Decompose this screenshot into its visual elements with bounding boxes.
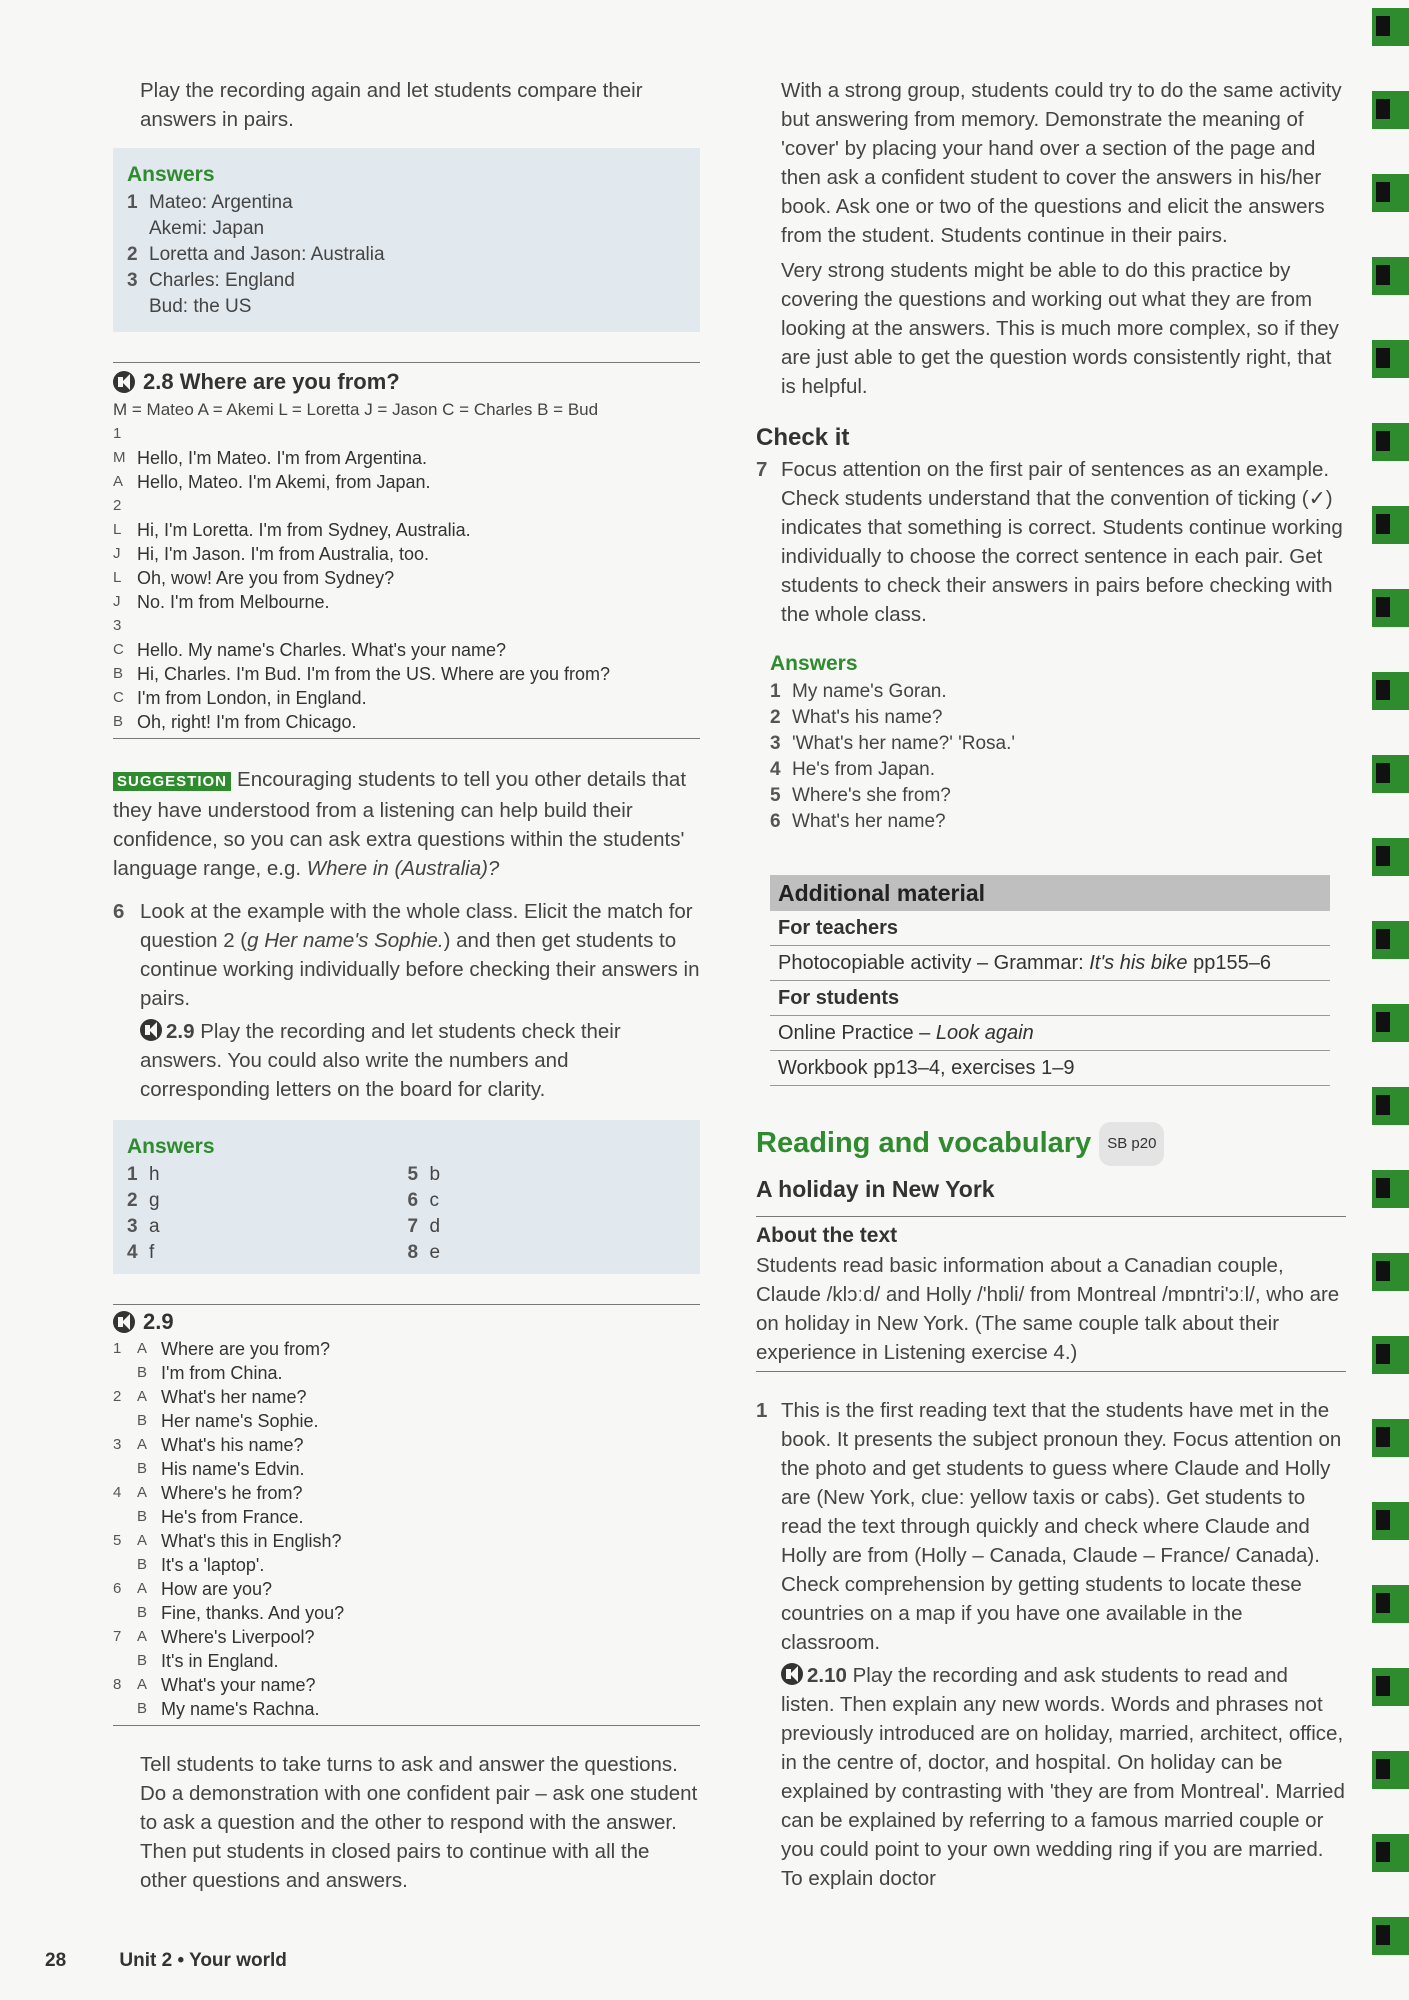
- binding-ring: [1372, 1004, 1409, 1042]
- script-line: 1 A Where are you from?: [113, 1339, 331, 1359]
- binding-ring: [1372, 8, 1409, 46]
- answer-item: Akemi: Japan: [149, 218, 265, 239]
- script-line: B Her name's Sophie.: [137, 1411, 319, 1431]
- binding-ring: [1372, 1502, 1409, 1540]
- script-line: C I'm from London, in England.: [113, 688, 367, 708]
- script-line: M Hello, I'm Mateo. I'm from Argentina.: [113, 448, 427, 468]
- exercise-7: 7 Focus attention on the first pair of sentences as an example. Check students understand that the convention of ticking (✓) indicates that something is correct. Students continue working individually to choose the correct sentence in each pair. Get students to check their answers in pairs before checking with the whole class.: [756, 458, 1343, 626]
- answer-item: 1 My name's Goran.: [770, 681, 947, 702]
- binding-ring: [1372, 1336, 1409, 1374]
- audio-icon: [113, 1311, 135, 1333]
- binding-ring: [1372, 1751, 1409, 1789]
- speaker-key: M = Mateo A = Akemi L = Loretta J = Jason C = Charles B = Bud: [113, 400, 599, 419]
- answer-item: 3 a: [127, 1216, 160, 1237]
- binding-ring: [1372, 506, 1409, 544]
- binding-ring: [1372, 257, 1409, 295]
- answer-item: 7 d: [407, 1216, 441, 1237]
- binding-ring: [1372, 1585, 1409, 1623]
- answers-list-right: [408, 1162, 689, 1266]
- script-line: 7 A Where's Liverpool?: [113, 1627, 315, 1647]
- paragraph-strong-group: With a strong group, students could try to do the same activity but answering from memory. Demonstrate the meaning of 'cover' by placing your hand over a section of the page and then ask a confident student to cover the answers in his/her book. Ask one or two of the questions and elicit the answers from the student. Students continue in their pairs.: [781, 79, 1342, 247]
- script-line: B My name's Rachna.: [137, 1699, 320, 1719]
- script-line: 5 A What's this in English?: [113, 1531, 342, 1551]
- script-line: 3 A What's his name?: [113, 1435, 304, 1455]
- additional-material-title: Additional material: [770, 875, 1330, 911]
- answer-item: 2 What's his name?: [770, 707, 943, 728]
- binding-ring: [1372, 1419, 1409, 1457]
- binding-ring: [1372, 1087, 1409, 1125]
- binding-ring: [1372, 340, 1409, 378]
- script-line: L Hi, I'm Loretta. I'm from Sydney, Australia.: [113, 520, 471, 540]
- answer-item: 4 He's from Japan.: [770, 759, 936, 780]
- script-line: B It's a 'laptop'.: [137, 1555, 265, 1575]
- divider: [113, 1725, 700, 1726]
- about-text-body: Students read basic information about a Canadian couple, Claude /klɔːd/ and Holly /'hɒli/ from Montreal /mɒntri'ɔːl/, who are on holiday in New York. (The same couple talk about their experience in Listening exercise 4.): [756, 1254, 1340, 1364]
- answers-title: Answers: [770, 652, 858, 675]
- answers-list: [770, 679, 1346, 835]
- script-line: B It's in England.: [137, 1651, 279, 1671]
- script-line: B His name's Edvin.: [137, 1459, 305, 1479]
- check-it-heading: Check it: [756, 424, 850, 451]
- binding-ring: [1372, 1253, 1409, 1291]
- answer-item: 4 f: [127, 1242, 155, 1263]
- script-line: 4 A Where's he from?: [113, 1483, 303, 1503]
- script-line: L Oh, wow! Are you from Sydney?: [113, 568, 395, 588]
- answer-item: 1 h: [127, 1164, 160, 1185]
- script-line: B I'm from China.: [137, 1363, 283, 1383]
- script-line: 1: [113, 425, 122, 442]
- answer-item: 6 c: [407, 1190, 439, 1211]
- audioscript-title: 2.9: [113, 1307, 700, 1337]
- workbook-reference: Workbook pp13–4, exercises 1–9: [770, 1051, 1330, 1086]
- online-practice: Online Practice – Look again: [770, 1016, 1330, 1051]
- answer-item: Bud: the US: [149, 296, 252, 317]
- unit-label: Unit 2 • Your world: [119, 1950, 287, 1971]
- answers-title: Answers: [127, 163, 215, 186]
- right-column: [756, 76, 1346, 1893]
- binding-ring: [1372, 838, 1409, 876]
- answer-item: 3 'What's her name?' 'Rosa.': [770, 733, 1016, 754]
- binding-ring: [1372, 921, 1409, 959]
- script-line: J Hi, I'm Jason. I'm from Australia, too.: [113, 544, 429, 564]
- divider: [756, 1371, 1346, 1372]
- exercise-6: 6 Look at the example with the whole class. Elicit the match for question 2 (g Her name's Sophie.) and then get students to continue working individually before checking their answers in pairs. 2.9 Play the recording and let students check their answers. You could also write the numbers and corresponding letters on the board for clarity.: [113, 900, 700, 1101]
- binding-ring: [1372, 672, 1409, 710]
- reading-vocab-heading: Reading and vocabulary SB p20: [756, 1122, 1346, 1166]
- answer-item: 8 e: [407, 1242, 441, 1263]
- binding-ring: [1372, 1917, 1409, 1955]
- binding-ring: [1372, 1668, 1409, 1706]
- script-line: B Fine, thanks. And you?: [137, 1603, 345, 1623]
- script-line: 2: [113, 497, 122, 514]
- additional-material-box: [770, 875, 1330, 1086]
- script-line: B He's from France.: [137, 1507, 304, 1527]
- answer-item: 1 Mateo: Argentina: [127, 192, 293, 213]
- binding-ring: [1372, 1170, 1409, 1208]
- answers-box-2: [113, 1120, 700, 1274]
- script-line: 8 A What's your name?: [113, 1675, 316, 1695]
- answers-box-3: [756, 649, 1346, 835]
- binding-ring: [1372, 174, 1409, 212]
- script-line: 2 A What's her name?: [113, 1387, 307, 1407]
- script-line: A Hello, Mateo. I'm Akemi, from Japan.: [113, 472, 431, 492]
- left-column: [113, 76, 700, 1895]
- audio-icon: [140, 1019, 162, 1041]
- script-line: J No. I'm from Melbourne.: [113, 592, 330, 612]
- script-line: B Hi, Charles. I'm Bud. I'm from the US. Where are you from?: [113, 664, 611, 684]
- script-line: 6 A How are you?: [113, 1579, 273, 1599]
- answers-list-left: [127, 1162, 408, 1266]
- divider: [756, 1216, 1346, 1217]
- suggestion-badge: SUGGESTION: [113, 772, 231, 791]
- answer-item: 2 Loretta and Jason: Australia: [127, 244, 385, 265]
- binding-ring: [1372, 1834, 1409, 1872]
- reading-exercise-1: 1 This is the first reading text that the students have met in the book. It presents the subject pronoun they. Focus attention on the photo and get students to guess where Claude and Holly are (New York, clue: yellow taxis or cabs). Get students to read the text through quickly and check where Claude and Holly are from (Holly – Canada, Claude – France/ Canada). Check comprehension by getting students to locate these countries on a map if you have one available in the classroom. 2.10 Play the recording and ask students to read and listen. Then explain any new words. Words and phrases not previously introduced are on holiday, married, architect, office, in the centre of, doctor, and hospital. On holiday can be explained by contrasting with 'they are from Montreal'. Married can be explained by referring to a famous married couple or you could point to your own wedding ring if you are married. To explain doctor: [756, 1399, 1345, 1890]
- sb-page-badge: SB p20: [1099, 1122, 1164, 1166]
- for-teachers-label: For teachers: [770, 911, 1330, 946]
- intro-text: Play the recording again and let students compare their answers in pairs.: [140, 79, 643, 131]
- script-line: B Oh, right! I'm from Chicago.: [113, 712, 357, 732]
- answer-item: 5 Where's she from?: [770, 785, 951, 806]
- audio-icon: [113, 371, 135, 393]
- paragraph-very-strong: Very strong students might be able to do this practice by covering the questions and working out what they are from looking at the answers. This is much more complex, so if they are just able to get the question words consistently right, that is helpful.: [781, 259, 1339, 398]
- about-text-heading: About the text: [756, 1224, 898, 1247]
- page-number: 28: [45, 1950, 67, 1971]
- script-line: C Hello. My name's Charles. What's your name?: [113, 640, 507, 660]
- audioscript-lines: [113, 1337, 700, 1721]
- audio-icon: [781, 1663, 803, 1685]
- binding-ring: [1372, 589, 1409, 627]
- reading-subtitle: A holiday in New York: [756, 1176, 995, 1202]
- answers-title: Answers: [127, 1135, 215, 1158]
- answers-box-1: [113, 148, 700, 332]
- binding-ring: [1372, 755, 1409, 793]
- answer-item: 3 Charles: England: [127, 270, 295, 291]
- answers-list: [127, 190, 688, 320]
- page-footer: [45, 1950, 287, 1972]
- outro-text: Tell students to take turns to ask and answer the questions. Do a demonstration with one confident pair – ask one student to ask a question and the other to respond with the answer. Then put students in closed pairs to continue with all the other questions and answers.: [140, 1753, 698, 1892]
- divider: [113, 738, 700, 739]
- binding-ring: [1372, 423, 1409, 461]
- suggestion-paragraph: SUGGESTION Encouraging students to tell you other details that they have understood from a listening can help build their confidence, so you can ask extra questions within the students' language range, e.g. Where in (Australia)?: [113, 768, 687, 880]
- answer-item: 6 What's her name?: [770, 811, 946, 832]
- audioscript-title: 2.8 Where are you from?: [113, 367, 700, 397]
- binding-ring: [1372, 91, 1409, 129]
- answer-item: 2 g: [127, 1190, 160, 1211]
- answer-item: 5 b: [407, 1164, 441, 1185]
- photocopiable-activity: Photocopiable activity – Grammar: It's his bike pp155–6: [770, 946, 1330, 981]
- audioscript-2-9: [113, 1305, 700, 1721]
- audioscript-2-8: [113, 363, 700, 734]
- for-students-label: For students: [770, 981, 1330, 1016]
- script-line: 3: [113, 617, 122, 634]
- audioscript-lines: [113, 422, 700, 734]
